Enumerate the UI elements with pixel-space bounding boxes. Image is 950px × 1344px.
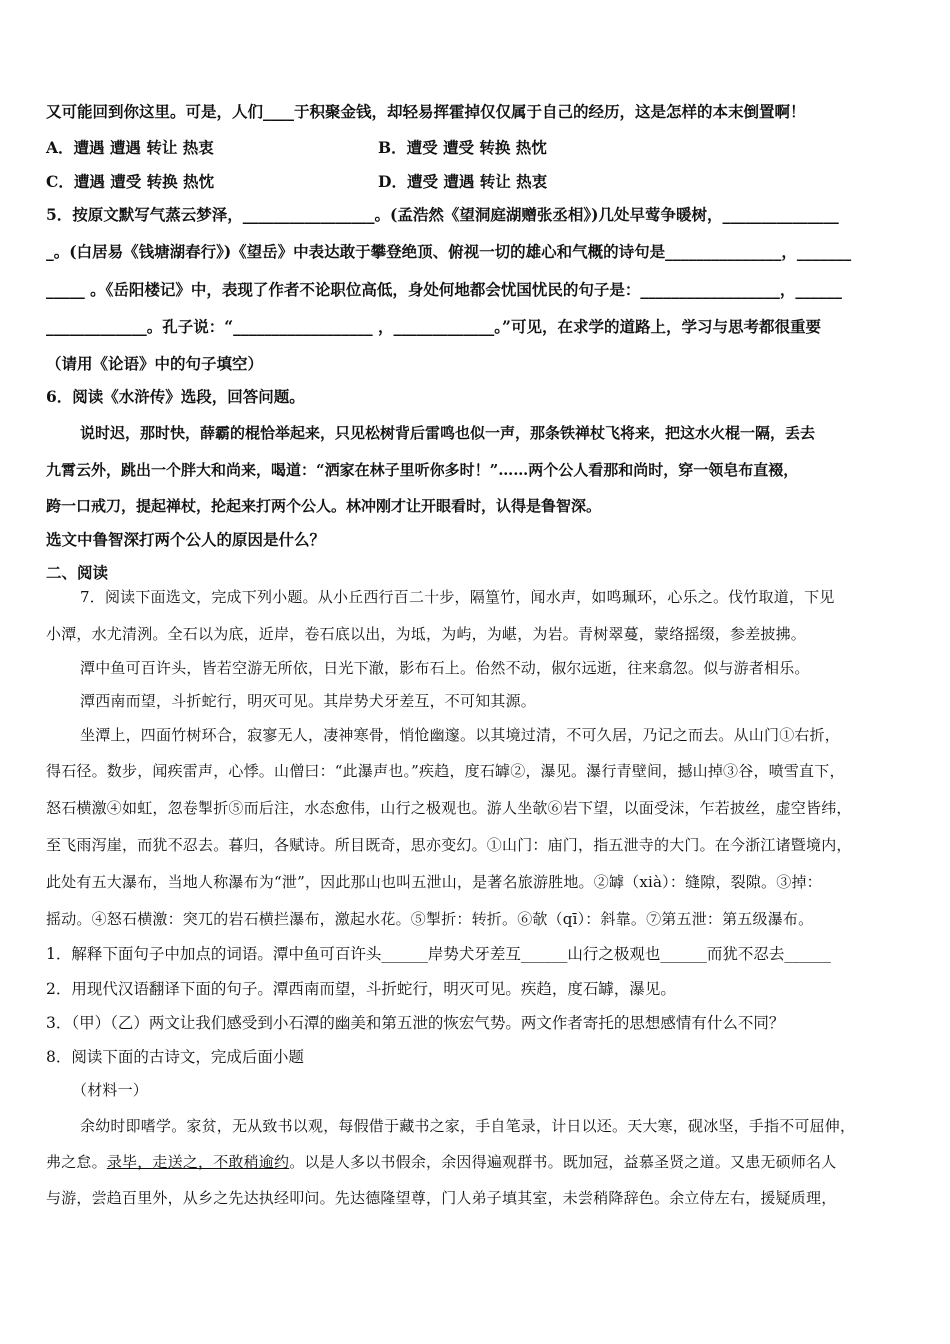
section-heading: 二、阅读 [46, 563, 109, 582]
passage-line: 跨一口戒刀，提起禅杖，抡起来打两个公人。林冲刚才让开眼看时，认得是鲁智深。 [46, 497, 602, 515]
question-6-prompt: 选文中鲁智深打两个公人的原因是什么？ [46, 530, 326, 549]
question-8-title: 8．阅读下面的古诗文，完成后面小题 [46, 1048, 304, 1066]
question-5-line: _。(白居易《钱塘湖春行》)《望岳》中表达敢于攀登绝顶、俯视一切的雄心和气概的诗句是_______________，_______ [46, 242, 852, 261]
passage-line: 7．阅读下面选文，完成下列小题。从小丘西行百二十步，隔篁竹，闻水声，如鸣珮环，心乐之。伐竹取道，下见 [80, 588, 835, 606]
option-a: A．遭遇 遭遇 转让 热衷 [46, 138, 214, 157]
underlined-sentence: 录毕，走送之，不敢稍逾约 [106, 1153, 290, 1171]
option-c: C．遭遇 遭受 转换 热忱 [46, 172, 215, 191]
passage-line: 此处有五大瀑布，当地人称瀑布为“泄”，因此那山也叫五泄山，是著名旅游胜地。②罅（xià）：缝隙，裂隙。③掉： [46, 873, 822, 891]
sub-question-1: 1．解释下面句子中加点的词语。潭中鱼可百许头______岸势犬牙差互______山行之极观也______而犹不忍去______ [46, 945, 831, 963]
option-b: B．遭受 遭受 转换 热忱 [378, 138, 547, 157]
passage-line: 坐潭上，四面竹树环合，寂寥无人，凄神寒骨，悄怆幽邃。以其境过清，不可久居，乃记之而去。从山门①右折， [80, 726, 841, 744]
passage-line: 九霄云外，跳出一个胖大和尚来，喝道：“洒家在林子里听你多时！”……两个公人看那和尚时，穿一领皂布直裰， [46, 461, 799, 479]
passage-line: 余幼时即嗜学。家贫，无从致书以观，每假借于藏书之家，手自笔录，计日以还。天大寒，砚冰坚，手指不可屈伸， [80, 1117, 856, 1135]
passage-line: 与游，尝趋百里外，从乡之先达执经叩问。先达德隆望尊，门人弟子填其室，未尝稍降辞色。余立侍左右，援疑质理， [46, 1189, 837, 1207]
passage-line: 怒石横激④如虹，忽卷掣折⑤而后注，水态愈伟，山行之极观也。游人坐欹⑥岩下望，以面受沫，乍若披丝，虚空皆纬， [46, 799, 852, 817]
passage-text: 。以是人多以书假余，余因得遍观群书。既加冠，益慕圣贤之道。又患无硕师名人 [289, 1153, 837, 1171]
sub-question-3: 3．（甲）（乙）两文让我们感受到小石潭的幽美和第五泄的恢宏气势。两文作者寄托的思想感情有什么不同？ [46, 1014, 785, 1032]
passage-line: 小潭，水尤清洌。全石以为底，近岸，卷石底以出，为坻，为屿，为嵁，为岩。青树翠蔓，蒙络摇缀，参差披拂。 [46, 625, 807, 643]
question-6-title: 6．阅读《水浒传》选段，回答问题。 [46, 387, 305, 406]
passage-line: 得石径。数步，闻疾雷声，心悸。山僧曰：“此瀑声也。”疾趋，度石罅②，瀑见。瀑行青壁间，撼山掉③谷，喷雪直下， [46, 762, 845, 780]
passage-line: 至飞雨泻崖，而犹不忍去。暮归，各赋诗。所目既奇，思亦变幻。①山门：庙门，指五泄寺的大门。在今浙江诸暨境内， [46, 836, 852, 854]
passage-line: 说时迟，那时快，薛霸的棍恰举起来，只见松树背后雷鸣也似一声，那条铁禅杖飞将来，把这水火棍一隔，丢去 [80, 424, 816, 442]
question-5-line: _____ 。《岳阳楼记》中，表现了作者不论职位高低，身处何地都会忧国忧民的句子是：__________________，______ [46, 280, 842, 299]
sub-question-2: 2．用现代汉语翻译下面的句子。潭西南而望，斗折蛇行，明灭可见。疾趋，度石罅，瀑见。 [46, 980, 676, 998]
question-5-line: _____________。孔子说：“__________________ ，_____________。”可见，在求学的道路上，学习与思考都很重要 [46, 317, 821, 336]
question-5-line: （请用《论语》中的句子填空） [46, 354, 264, 373]
passage-line [46, 1152, 908, 1172]
passage-line: 潭中鱼可百许头，皆若空游无所依，日光下澈，影布石上。佁然不动，俶尔远逝，往来翕忽。似与游者相乐。 [80, 659, 810, 677]
text-line: 又可能回到你这里。可是，人们____于积聚金钱，却轻易挥霍掉仅仅属于自己的经历，这是怎样的本末倒置啊！ [46, 102, 806, 121]
option-d: D．遭受 遭遇 转让 热衷 [378, 172, 548, 191]
passage-line: 摇动。④怒石横激：突兀的岩石横拦瀑布，激起水花。⑤掣折：转折。⑥欹（qī）：斜靠。⑦第五泄：第五级瀑布。 [46, 910, 814, 928]
passage-text: 弗之怠。 [46, 1153, 107, 1171]
passage-line: 潭西南而望，斗折蛇行，明灭可见。其岸势犬牙差互，不可知其源。 [80, 692, 537, 710]
material-label: （材料一） [72, 1081, 149, 1099]
question-5-line: 5．按原文默写气蒸云梦泽，_________________。(孟浩然《望洞庭湖赠张丞相》)几处早莺争暖树，_______________ [46, 205, 839, 224]
